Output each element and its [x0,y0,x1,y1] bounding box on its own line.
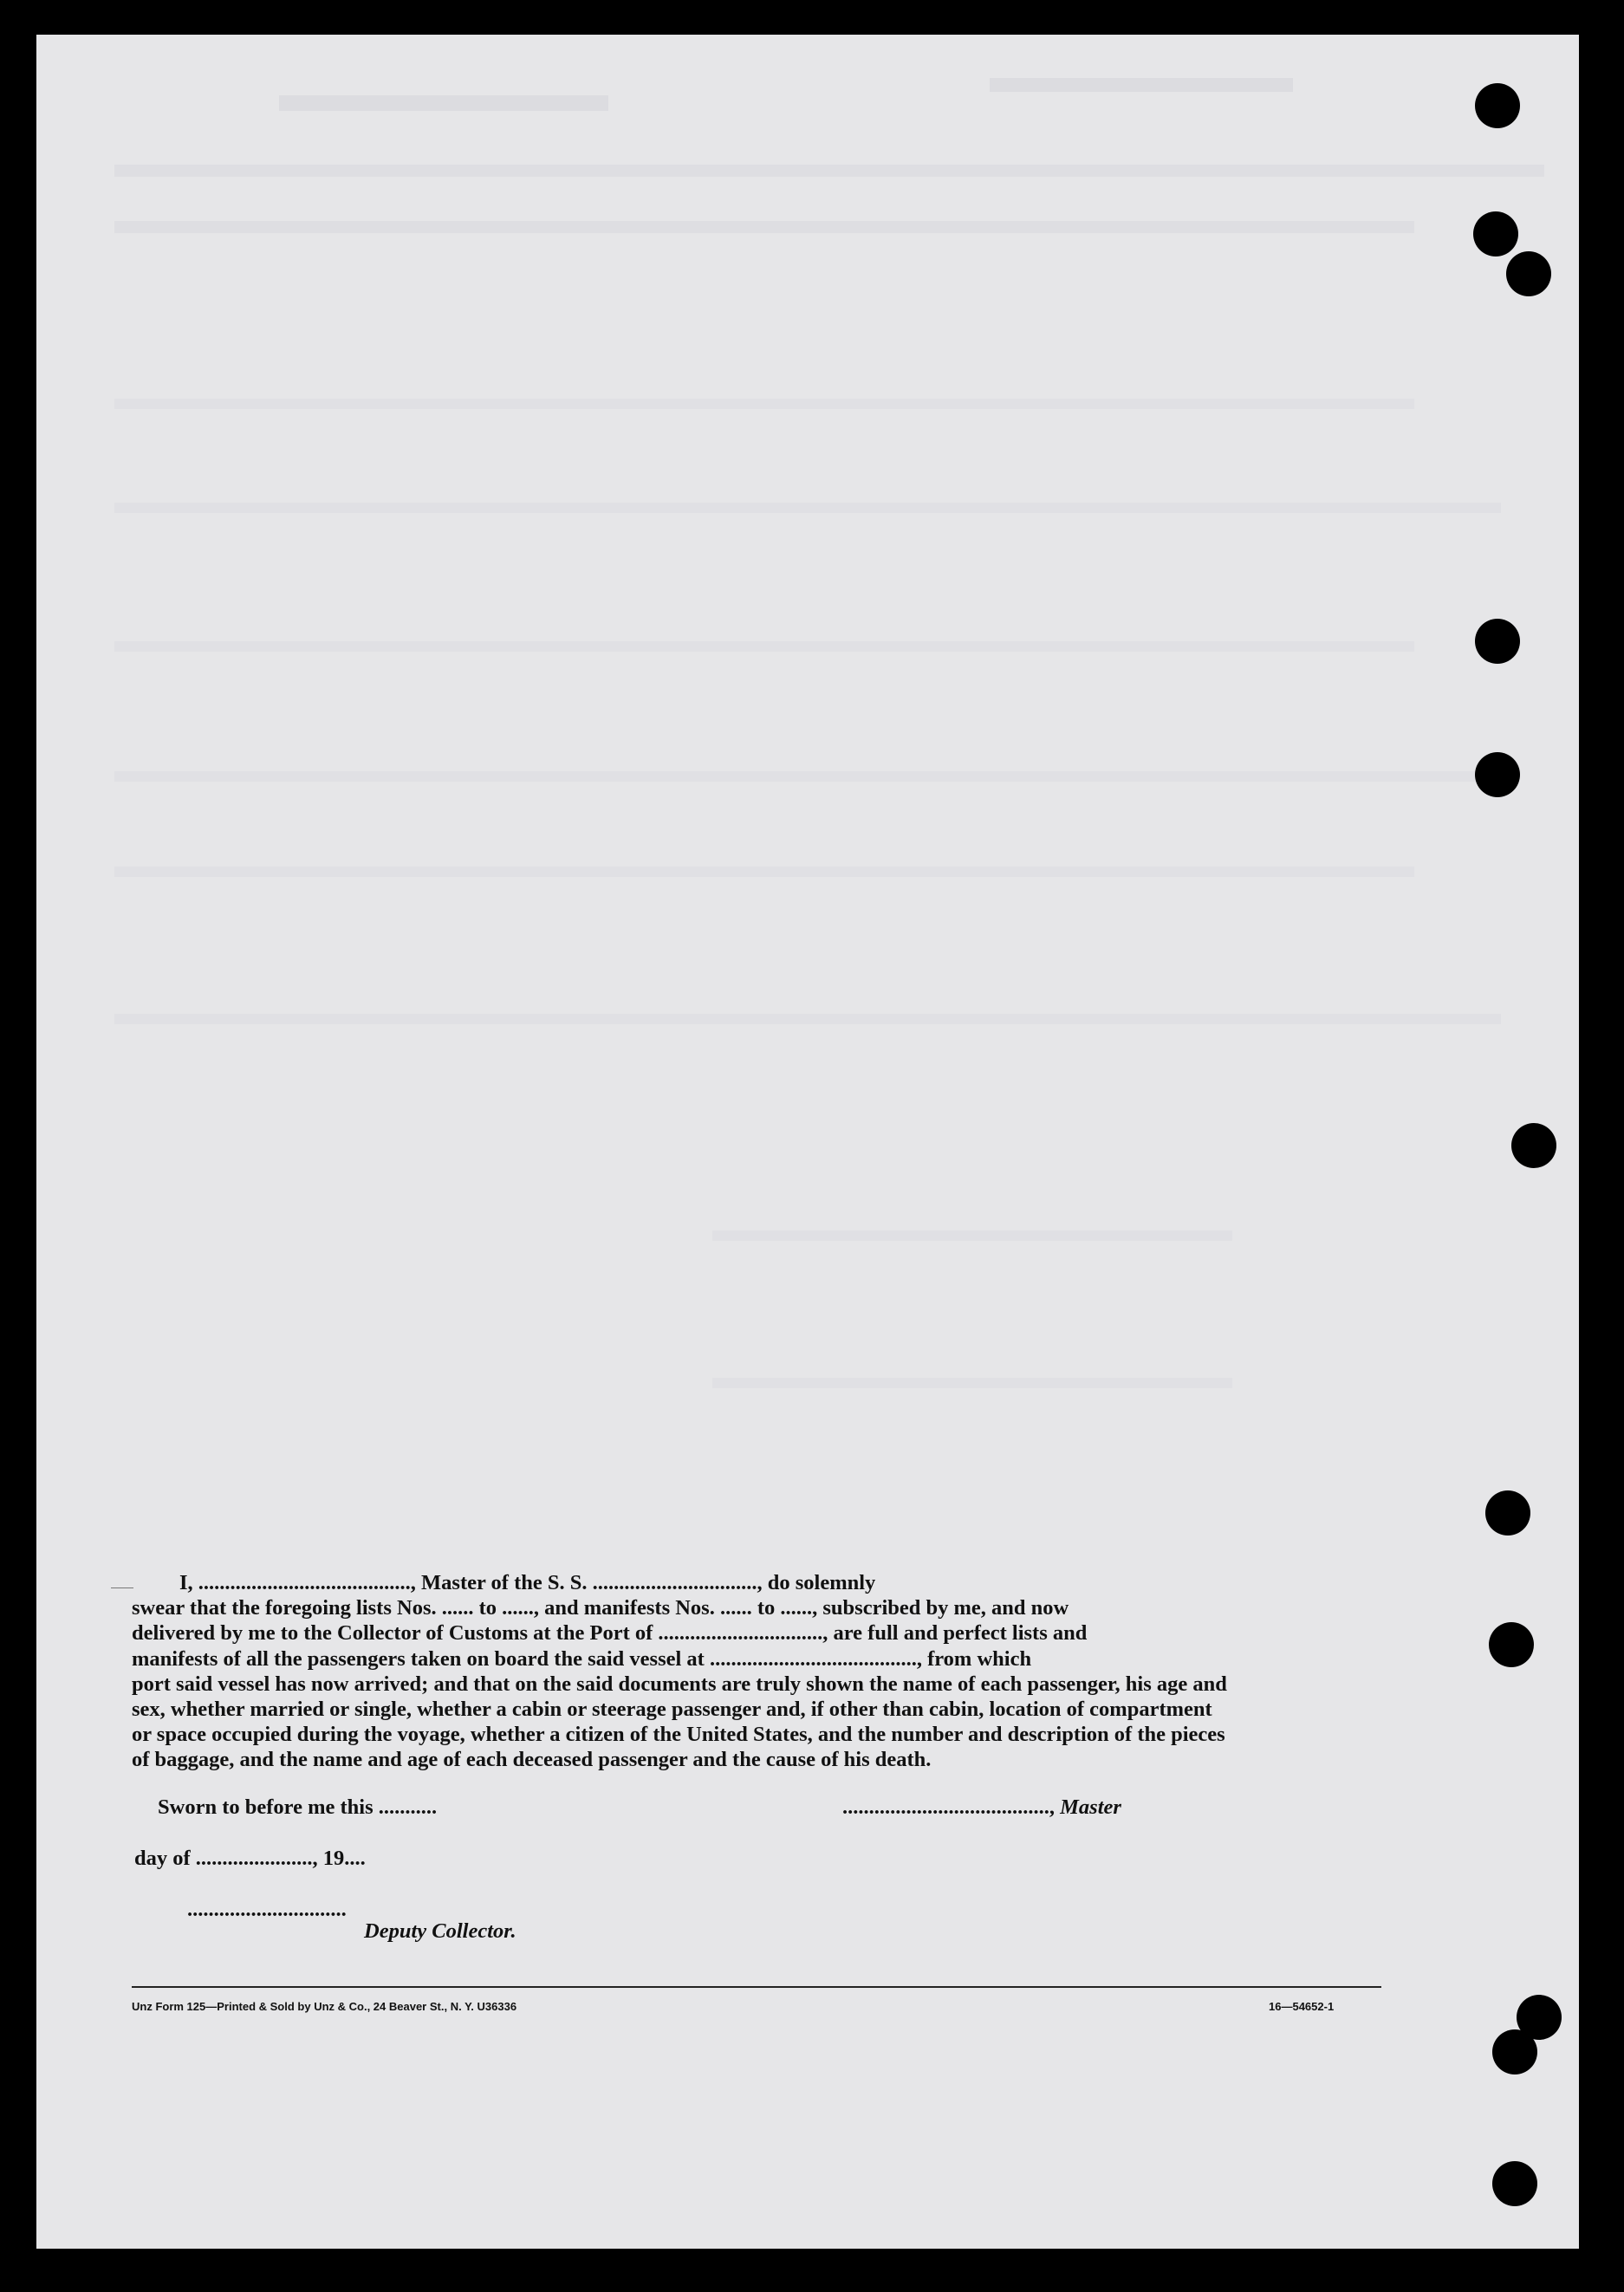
printer-imprint: Unz Form 125—Printed & Sold by Unz & Co., 24 Beaver St., N. Y. U36336 [132,2000,517,2013]
punch-hole [1485,1490,1530,1536]
punch-hole [1475,619,1520,664]
punch-hole [1475,83,1520,128]
form-number: 16—54652-1 [1269,2000,1335,2013]
oath-statement [132,1570,1380,1773]
oath-line: I, ........................................, Master of the S. S. ..............................., do solemnly [179,1571,876,1594]
punch-hole [1506,251,1551,296]
master-signature-dots: ......................................., [842,1795,1055,1819]
punch-hole [1475,752,1520,797]
day-field: day of ......................, 19.... [134,1847,366,1870]
punch-hole [1492,2161,1537,2206]
collector-signature-dots: .............................. [187,1898,347,1921]
oath-line: swear that the foregoing lists Nos. ...... to ......, and manifests Nos. ...... to ......, subscribed by me, and now [132,1596,1069,1620]
punch-hole [1511,1123,1556,1168]
master-label: Master [1060,1795,1121,1819]
deputy-collector-label: Deputy Collector. [364,1919,516,1943]
oath-line: of baggage, and the name and age of each deceased passenger and the cause of his death. [132,1748,932,1772]
punch-hole [1473,211,1518,256]
oath-line: or space occupied during the voyage, whether a citizen of the United States, and the number and description of the pieces [132,1723,1225,1747]
oath-line: port said vessel has now arrived; and that on the said documents are truly shown the name of each passenger, his age and [132,1672,1227,1696]
sworn-field: Sworn to before me this ........... [158,1795,438,1819]
master-signature-line [842,1795,1121,1820]
oath-line: manifests of all the passengers taken on board the said vessel at ......................................., from which [132,1646,1032,1671]
punch-hole [1489,1622,1534,1667]
oath-line: sex, whether married or single, whether a cabin or steerage passenger and, if other than cabin, location of compartment [132,1698,1212,1722]
footer-rule [132,1986,1381,1988]
oath-line: delivered by me to the Collector of Customs at the Port of ..............................., are full and perfect lists and [132,1621,1088,1646]
punch-hole [1492,2029,1537,2074]
